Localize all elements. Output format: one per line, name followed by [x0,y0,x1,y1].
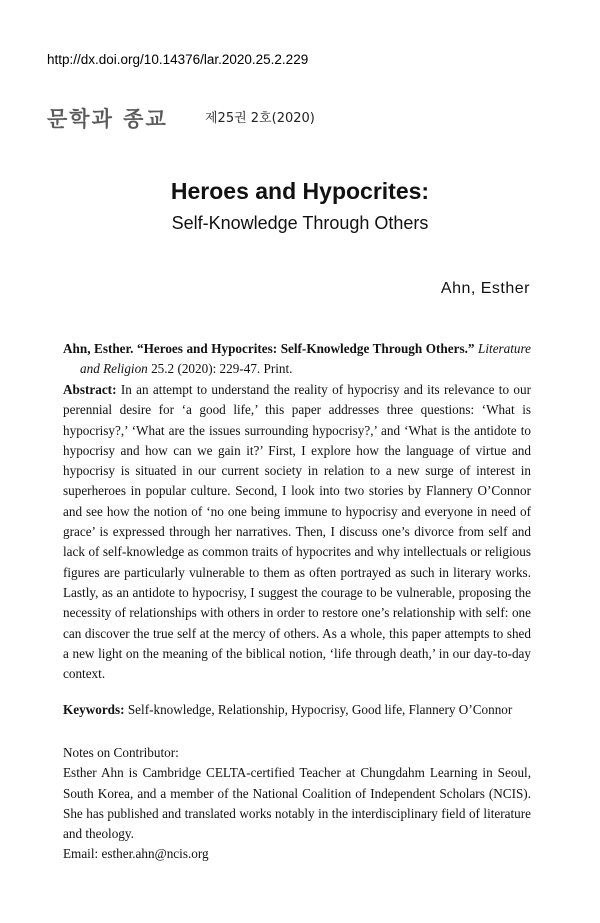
citation-details: 25.2 (2020): 229-47. Print. [151,361,293,377]
contributor-notes [63,743,531,865]
contributor-heading: Notes on Contributor: [63,745,179,760]
paper-title: Heroes and Hypocrites: [170,178,430,204]
email-label: Email: [63,846,99,862]
email-address[interactable]: esther.ahn@ncis.org [101,846,209,862]
keywords [63,700,531,720]
citation-author: Ahn, Esther. [63,341,134,356]
abstract-text: In an attempt to understand the reality of hypocrisy and its relevance to our perennial desire for ‘a good life,’ this paper addresses three questions: ‘What is hypocrisy?,’ ‘What are the issues surrounding hypocrisy?,’ and ‘What is the antidote to hypocrisy and how can we gain it?’ First, I explore how the language of virtue and hypocrisy is situated in our current society in relation to a new surge of interest in superheroes in popular culture. Second, I look into two stories by Flannery O’Connor and see how the notion of ‘no one being immune to hypocrisy and everyone in need of grace’ is expressed through her narratives. Then, I discuss one’s divorce from self and lack of self-knowledge as common traits of hypocrites and why intellectuals or religious figures are particularly vulnerable to them as often portrayed as such in literary works. Lastly, as an antidote to hypocrisy, I suggest the courage to be vulnerable, proposing the necessity of relationships with others in order to restore one’s relationship with self: one can discover the true self at the mercy of others. As a whole, this paper attempts to shed a new light on the meaning of the biblical notion, ‘life through death,’ in our day-to-day context. [63,382,531,682]
journal-issue: 제25권 2호(2020) [205,111,315,126]
abstract [63,380,531,684]
citation-title: “Heroes and Hypocrites: Self-Knowledge Through Others.” [137,341,475,356]
keywords-text: Self-knowledge, Relationship, Hypocrisy, Good life, Flannery O’Connor [127,702,513,717]
keywords-label: Keywords: [63,702,125,717]
abstract-label: Abstract: [63,382,117,397]
doi-link[interactable]: http://dx.doi.org/10.14376/lar.2020.25.2.229 [47,52,309,67]
journal-logo: 문학과 종교 [47,107,168,131]
paper-subtitle: Self-Knowledge Through Others [171,213,429,233]
author-name: Ahn, Esther [440,280,530,297]
citation [63,339,531,380]
contributor-email-line [63,844,531,864]
citation-journal: Literature and Religion [80,341,532,377]
contributor-bio: Esther Ahn is Cambridge CELTA-certified Teacher at Chungdahm Learning in Seoul, South Korea, and a member of the National Coalition of Independent Scholars (NCIS). She has published and translated works notably in the interdisciplinary field of literature and theology. [63,765,531,842]
journal-header [47,103,567,129]
